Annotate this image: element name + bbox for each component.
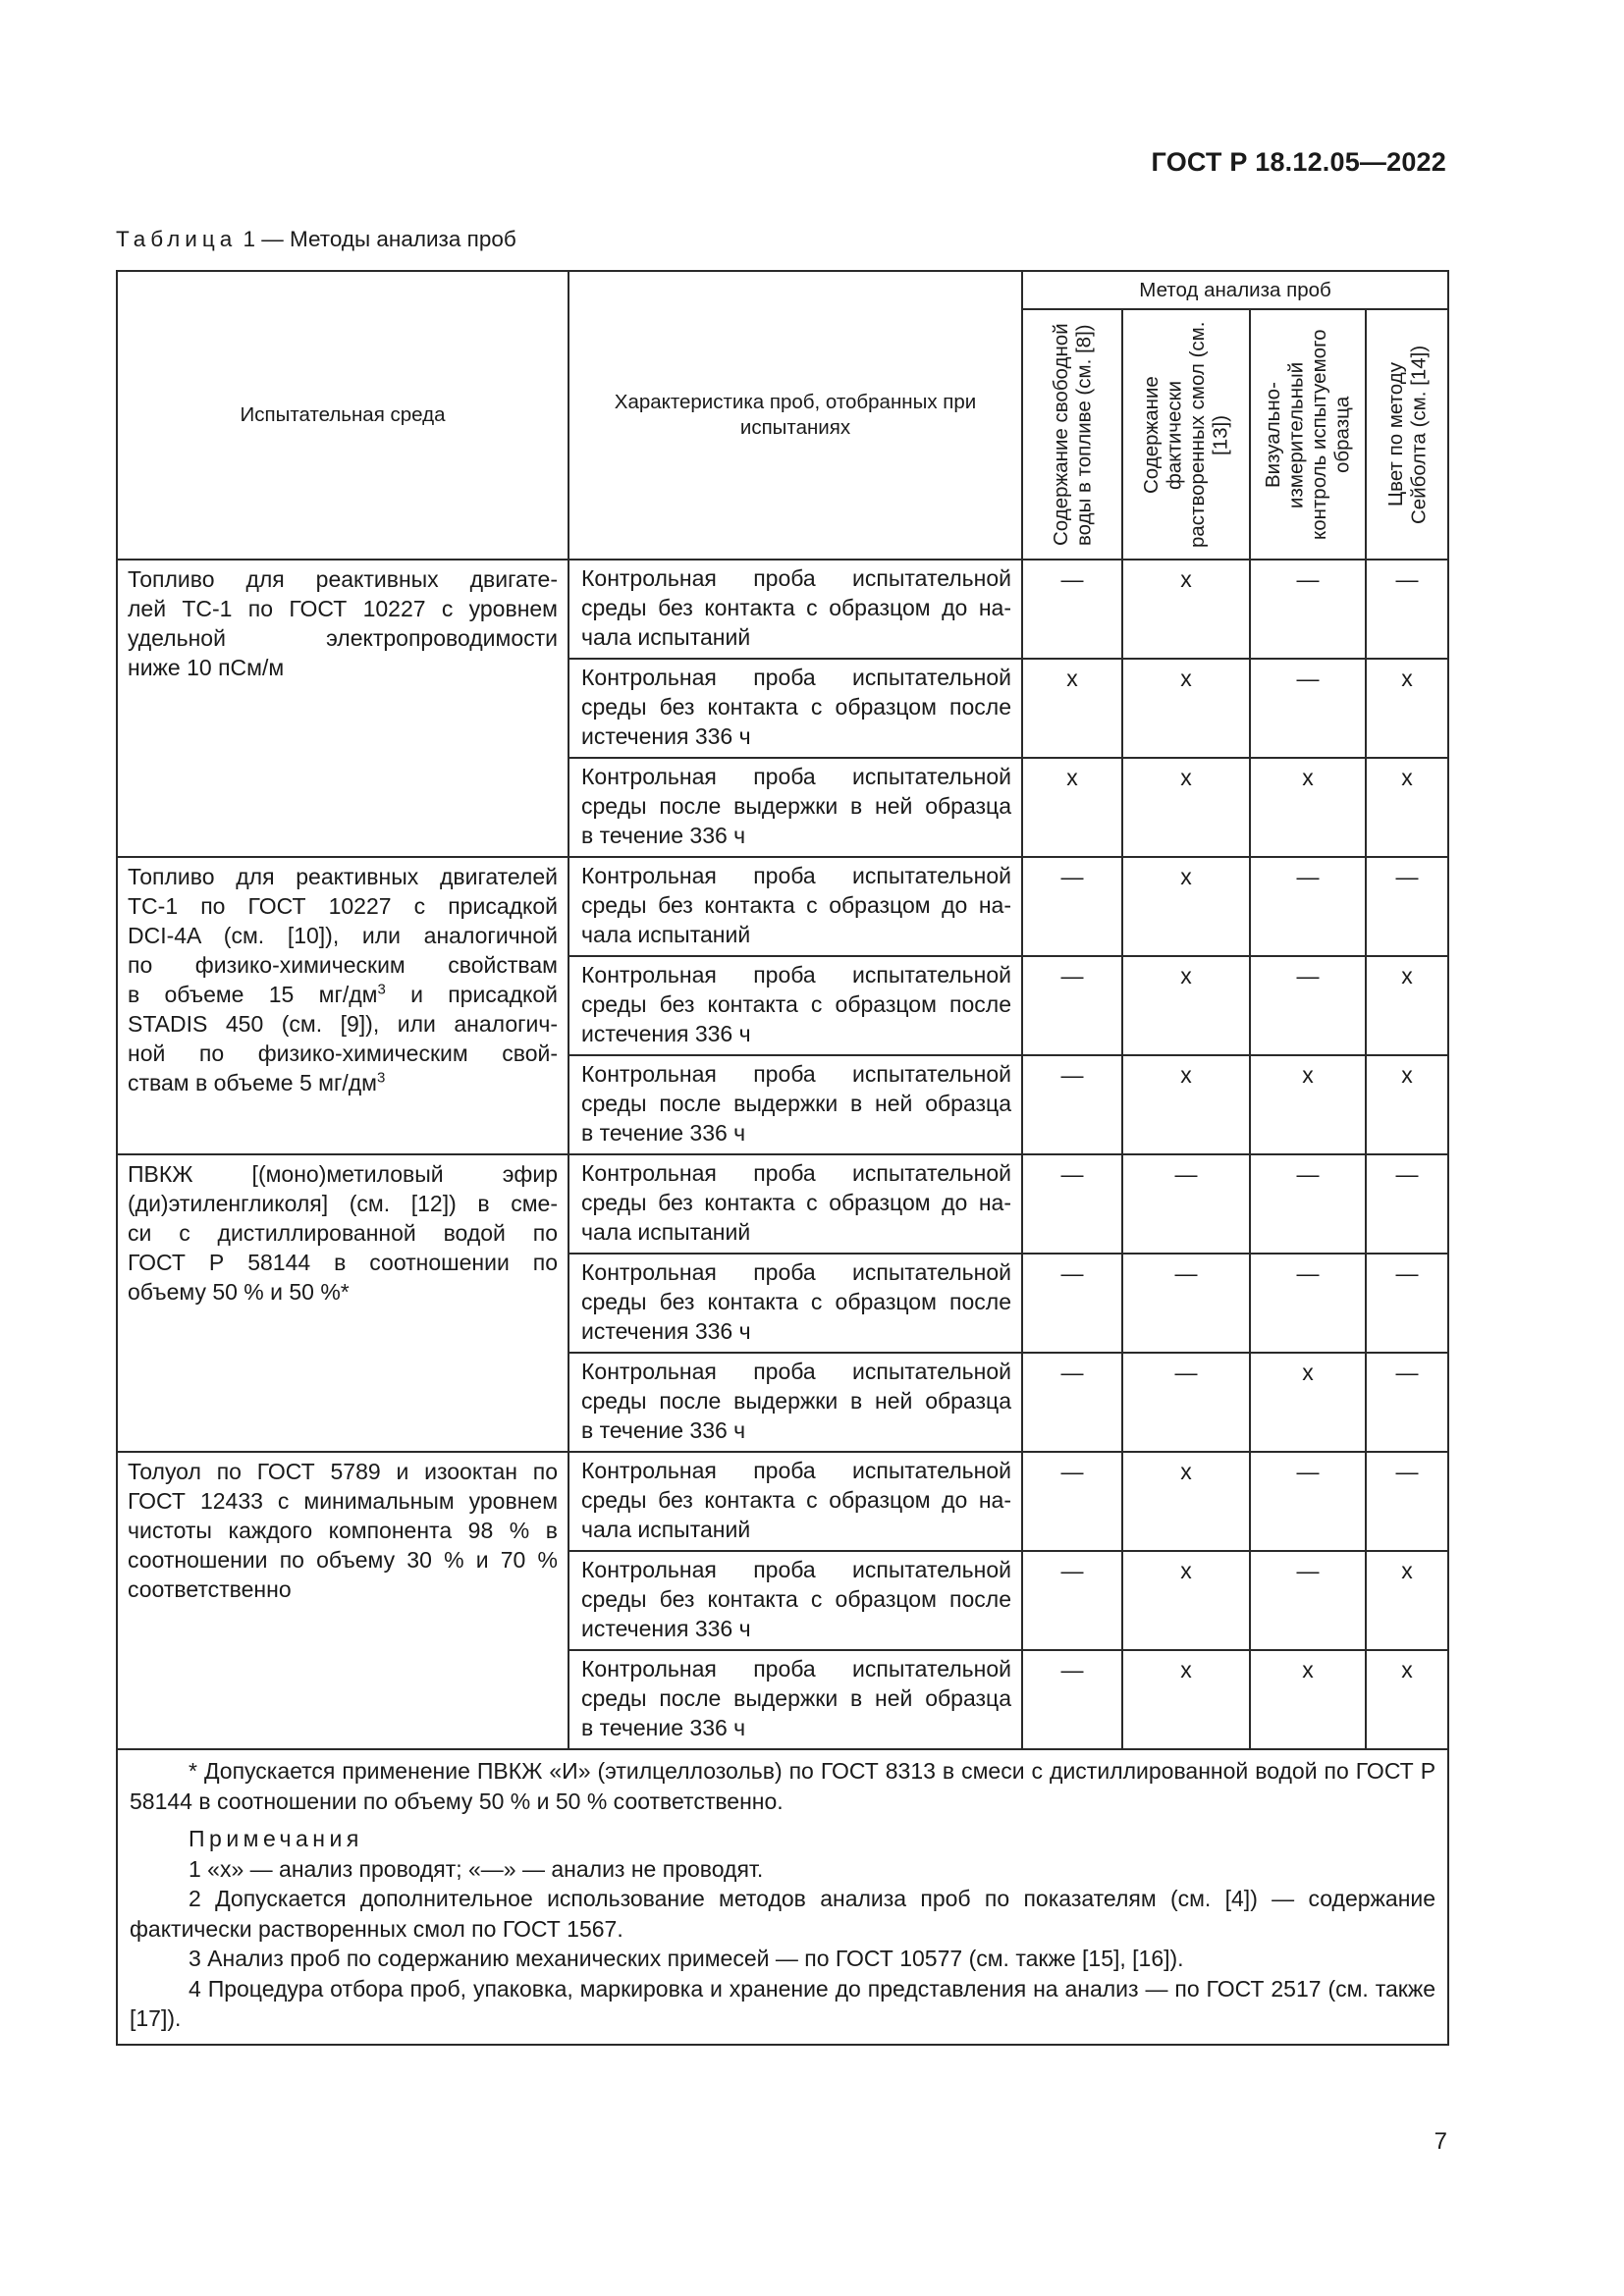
mark-cell: — xyxy=(1366,1353,1448,1452)
sample-cell: Контрольная проба испытательной среды без контакта с образцом после истечения 336 ч xyxy=(568,659,1022,758)
mark-cell: x xyxy=(1022,758,1122,857)
page-number: 7 xyxy=(1434,2128,1447,2155)
table-row xyxy=(117,1452,1448,1551)
mark-cell: — xyxy=(1250,956,1366,1055)
sample-cell: Контрольная проба испытательной среды после выдержки в ней образца в течение 336 ч xyxy=(568,1650,1022,1749)
sample-cell: Контрольная проба испытательной среды после выдержки в ней образца в течение 336 ч xyxy=(568,1353,1022,1452)
table-caption-prefix: Таблица xyxy=(116,227,238,251)
sample-cell: Контрольная проба испытательной среды без контакта с образцом до на- чала испытаний xyxy=(568,1154,1022,1254)
mark-cell: x xyxy=(1250,1353,1366,1452)
table-row xyxy=(117,560,1448,659)
mark-cell: x xyxy=(1122,1650,1250,1749)
mark-cell: — xyxy=(1366,560,1448,659)
sample-cell: Контрольная проба испытательной среды без контакта с образцом до на- чала испытаний xyxy=(568,1452,1022,1551)
mark-cell: — xyxy=(1250,560,1366,659)
sample-cell: Контрольная проба испытательной среды без контакта с образцом после истечения 336 ч xyxy=(568,1254,1022,1353)
mark-cell: x xyxy=(1122,758,1250,857)
note-item: 1 «x» — анализ проводят; «—» — анализ не проводят. xyxy=(189,1855,764,1882)
mark-cell: x xyxy=(1250,758,1366,857)
mark-cell: — xyxy=(1122,1353,1250,1452)
table-caption xyxy=(116,227,516,252)
notes-title: Примечания xyxy=(189,1826,363,1851)
sample-cell: Контрольная проба испытательной среды без контакта с образцом после истечения 336 ч xyxy=(568,956,1022,1055)
mark-cell: — xyxy=(1366,1154,1448,1254)
mark-cell: — xyxy=(1250,1551,1366,1650)
table-footer-row xyxy=(117,1749,1448,2045)
mark-cell: — xyxy=(1250,659,1366,758)
table-caption-text: 1 — Методы анализа проб xyxy=(243,227,516,251)
mark-cell: x xyxy=(1122,1551,1250,1650)
mark-cell: x xyxy=(1122,1452,1250,1551)
sample-cell: Контрольная проба испытательной среды после выдержки в ней образца в течение 336 ч xyxy=(568,1055,1022,1154)
mark-cell: x xyxy=(1366,1055,1448,1154)
header-characteristic: Характеристика проб, отобранных при испытаниях xyxy=(568,271,1022,560)
mark-cell: — xyxy=(1022,1452,1122,1551)
mark-cell: x xyxy=(1366,1551,1448,1650)
mark-cell: — xyxy=(1022,956,1122,1055)
table-notes xyxy=(117,1749,1448,2045)
note-item: 3 Анализ проб по содержанию механических примесей — по ГОСТ 10577 (см. также [15], [16]). xyxy=(189,1946,1184,1971)
mark-cell: x xyxy=(1250,1650,1366,1749)
header-method-water: Содержание свободной воды в топливе (см. [8]) xyxy=(1022,309,1122,560)
mark-cell: — xyxy=(1366,1452,1448,1551)
table-row xyxy=(117,857,1448,956)
mark-cell: — xyxy=(1022,1551,1122,1650)
mark-cell: — xyxy=(1022,1353,1122,1452)
mark-cell: — xyxy=(1250,1452,1366,1551)
mark-cell: — xyxy=(1022,1254,1122,1353)
note-item: 2 Допускается дополнительное использование методов анализа проб по показателям (см. [4]) — содержание фактически растворенных смол по ГОСТ 1567. xyxy=(130,1886,1436,1942)
mark-cell: x xyxy=(1366,758,1448,857)
sample-cell: Контрольная проба испытательной среды без контакта с образцом до на- чала испытаний xyxy=(568,560,1022,659)
sample-cell: Контрольная проба испытательной среды без контакта с образцом после истечения 336 ч xyxy=(568,1551,1022,1650)
mark-cell: x xyxy=(1122,956,1250,1055)
mark-cell: — xyxy=(1022,1154,1122,1254)
header-method-group: Метод анализа проб xyxy=(1022,271,1448,309)
mark-cell: — xyxy=(1366,857,1448,956)
header-medium: Испытательная среда xyxy=(117,271,568,560)
mark-cell: — xyxy=(1022,1055,1122,1154)
medium-cell-1: Топливо для реактивных двигате- лей ТС-1 по ГОСТ 10227 с уровнем удельной электропроводимости ниже 10 пСм/м xyxy=(117,560,568,857)
mark-cell: x xyxy=(1122,857,1250,956)
mark-cell: x xyxy=(1022,659,1122,758)
header-method-resins: Содержание фактически растворенных смол (см. [13]) xyxy=(1122,309,1250,560)
mark-cell: x xyxy=(1366,659,1448,758)
mark-cell: — xyxy=(1250,857,1366,956)
medium-cell-2: Топливо для реактивных двигателей ТС-1 по ГОСТ 10227 с присадкой DCI-4A (см. [10]), или аналогичной по физико-химическим свойствам в объеме 15 $мг/дм^3$ и присадкой STADIS 450 (см. [9]), или аналогич- ной по физико-химическим свой- ствам в объеме 5 $мг/дм^3$ xyxy=(117,857,568,1154)
note-item: 4 Процедура отбора проб, упаковка, маркировка и хранение до представления на анализ — по ГОСТ 2517 (см. также [17]). xyxy=(130,1975,1436,2031)
document-code: ГОСТ Р 18.12.05—2022 xyxy=(1151,147,1446,177)
mark-cell: — xyxy=(1250,1254,1366,1353)
mark-cell: x xyxy=(1122,1055,1250,1154)
table-row xyxy=(117,1154,1448,1254)
mark-cell: — xyxy=(1022,857,1122,956)
footnote: * Допускается применение ПВКЖ «И» (этилцеллозольв) по ГОСТ 8313 в смеси с дистиллированной водой по ГОСТ Р 58144 в соотношении по объему 50 % и 50 % соответственно. xyxy=(130,1758,1436,1814)
mark-cell: x xyxy=(1250,1055,1366,1154)
mark-cell: — xyxy=(1022,560,1122,659)
mark-cell: — xyxy=(1122,1254,1250,1353)
mark-cell: x xyxy=(1366,956,1448,1055)
header-method-color: Цвет по методу Сейболта (см. [14]) xyxy=(1366,309,1448,560)
methods-table xyxy=(116,270,1449,2046)
mark-cell: — xyxy=(1250,1154,1366,1254)
mark-cell: — xyxy=(1366,1254,1448,1353)
mark-cell: — xyxy=(1022,1650,1122,1749)
medium-cell-3: ПВКЖ [(моно)метиловый эфир (ди)этиленгликоля] (см. [12]) в сме- си с дистиллированной водой по ГОСТ Р 58144 в соотношении по объему 50 % и 50 %* xyxy=(117,1154,568,1452)
mark-cell: x xyxy=(1122,560,1250,659)
medium-cell-4: Толуол по ГОСТ 5789 и изооктан по ГОСТ 12433 с минимальным уровнем чистоты каждого компонента 98 % в соотношении по объему 30 % и 70 % соответственно xyxy=(117,1452,568,1749)
sample-cell: Контрольная проба испытательной среды без контакта с образцом до на- чала испытаний xyxy=(568,857,1022,956)
mark-cell: x xyxy=(1366,1650,1448,1749)
header-method-visual: Визуально-измерительный контроль испытуемого образца xyxy=(1250,309,1366,560)
mark-cell: x xyxy=(1122,659,1250,758)
mark-cell: — xyxy=(1122,1154,1250,1254)
sample-cell: Контрольная проба испытательной среды после выдержки в ней образца в течение 336 ч xyxy=(568,758,1022,857)
